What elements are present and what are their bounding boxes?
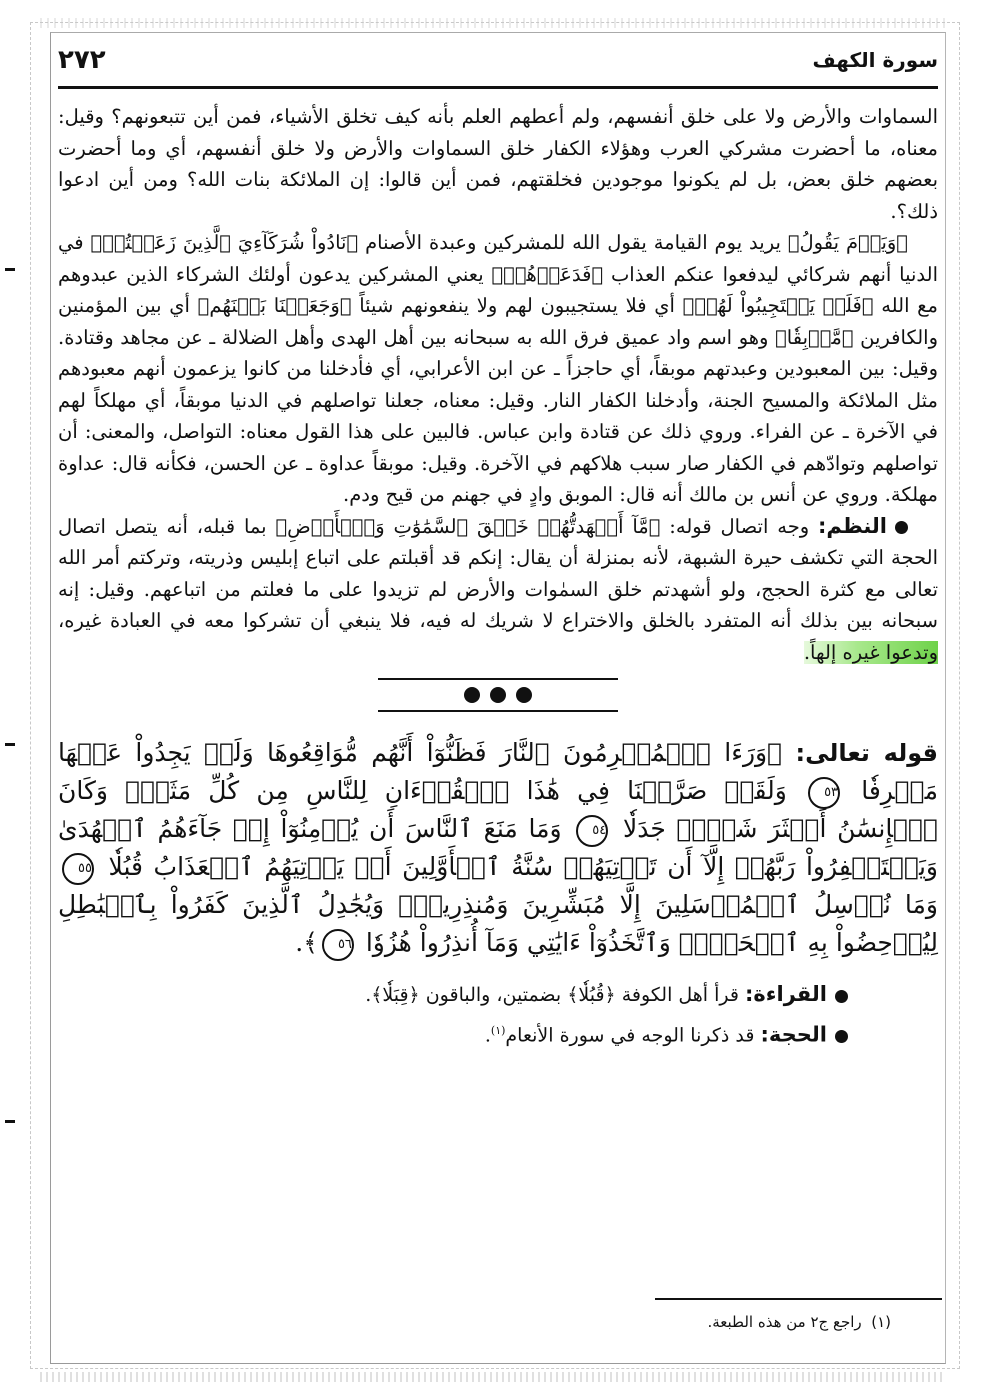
tafsir-text: يريد يوم القيامة يقول الله للمشركين وعبدة الأصنام (358, 231, 788, 254)
quran-quote: ﴿نَادُواْ شُرَكَآءِيَ ٱلَّذِينَ زَعَمۡتُمۡ﴾ (90, 231, 359, 254)
note-label: الحجة: (760, 1022, 827, 1047)
tafsir-paragraph (58, 227, 938, 511)
section-separator (378, 678, 618, 712)
paragraph: السماوات والأرض ولا على خلق أنفسهم، ولم أعطهم العلم بأنه كيف تخلق الأشياء، فمن أين تتبعونهم؟ وقيل: معناه، ما أحضرت مشركي العرب وهؤلاء الكفار خلق السماوات والأرض ولا خلق أنفسهم، أي وما أحضرت بعضهم خلق بعض، بل لم يكونوا موجودين فخلقتهم، فمن أين قالوا: إن الملائكة بنات الله؟ ومن أين ادعوا ذلك؟. (58, 105, 938, 223)
note-text: قد ذكرنا الوجه في سورة الأنعام (505, 1024, 761, 1047)
quran-quote: ﴿فَدَعَوۡهُمۡ﴾ (491, 262, 604, 286)
nazm-text: وجه اتصال قوله: (660, 514, 819, 538)
ayah-number-marker: ٥٦ (322, 929, 354, 961)
nazm-text: بما قبله، أنه يتصل اتصال الحجة التي تكشف حيرة الشبهة، لأنه بمنزلة أن يقال: إنكم قد أقبلتم على اتباع إبليس وذريته، وتركتم أمر الله تعالى مع كثرة الحجج، ولو أشهدتم خلق السمٰوات والأرض لم تزيدوا على ما فعلتم من اتباعهم. وقيل: إنه سبحانه بين بذلك أنه المتفرد بالخلق والاختراع لا شريك له فيه، فلا ينبغي أن تشركوا معه في العبادة غيره، (58, 514, 938, 632)
notes-list (58, 976, 938, 1053)
ayah-number-marker: ٥٤ (576, 815, 608, 847)
quran-quote: ﴿فَلَمۡ يَسۡتَجِيبُواْ لَهُمۡ﴾ (682, 294, 874, 317)
note-label: القراءة: (745, 982, 827, 1006)
verse-text: وَلَقَدۡ صَرَّفۡنَا فِي هَٰذَا ٱلۡقُرۡءَانِ لِلنَّاسِ مِن كُلِّ مَثَلٖۚ وَكَانَ ٱلۡإِنسَٰنُ أَكۡثَرَ شَيۡءٖ جَدَلٗا (58, 776, 938, 843)
page-content (58, 40, 938, 1053)
tafsir-text: يعني المشركين يدعون أولئك الشركاء الذين عبدوهم مع الله (58, 262, 938, 317)
ayah-number-marker: ٥٥ (62, 853, 94, 885)
bullet-icon (835, 1030, 848, 1043)
note-hujjah (58, 1013, 848, 1053)
dot-icon (464, 687, 480, 703)
bullet-icon (895, 521, 908, 534)
verse-text: ﴾. (295, 928, 318, 957)
separator-dots (378, 680, 618, 710)
margin-mark (5, 1120, 15, 1123)
margin-mark (5, 268, 15, 271)
footnote (707, 1313, 891, 1331)
running-head (58, 40, 938, 80)
nazm-paragraph (58, 511, 938, 669)
note-text: قرأ أهل الكوفة ﴿قُبُلٗا﴾ بضمتين، والباقون ﴿قِبَلٗا﴾. (365, 984, 745, 1006)
page-number: ٢٧٢ (58, 45, 106, 75)
page-edge-bottom (40, 1372, 945, 1382)
margin-mark (5, 743, 15, 746)
tafsir-text: أي بين المؤمنين والكافرين (58, 294, 938, 349)
note-tail: . (484, 1024, 491, 1047)
surah-title: سورة الكهف (812, 48, 938, 72)
quran-quote: ﴿مَّوۡبِقٗا﴾ (775, 325, 854, 349)
footnote-marker: (١) (871, 1313, 891, 1331)
verse-text: وَمَا نُرۡسِلُ ٱلۡمُرۡسَلِينَ إِلَّا مُبَشِّرِينَ وَمُنذِرِينَۚ وَيُجَٰدِلُ ٱلَّذِينَ كَفَرُواْ بِٱلۡبَٰطِلِ لِيُدۡحِضُواْ بِهِ ٱلۡحَقَّۖ وَٱتَّخَذُوٓاْ ءَايَٰتِي وَمَآ أُنذِرُواْ هُزُوٗا (58, 890, 938, 957)
dot-icon (490, 687, 506, 703)
highlighted-text: وتدعوا غيره إلهاً. (803, 640, 938, 664)
footnote-ref[interactable]: (١) (490, 1024, 506, 1037)
note-qiraah (58, 976, 848, 1013)
separator-rule (378, 710, 618, 712)
bullet-icon (835, 990, 848, 1003)
quran-quote: ﴿وَيَوۡمَ يَقُولُ﴾ (787, 231, 908, 254)
header-rule (58, 86, 938, 89)
tafsir-text: في الدنيا أنهم شركائي ليدفعوا عنكم العذاب (58, 231, 938, 286)
tafsir-text: وهو اسم واد عميق فرق الله به سبحانه بين أهل الهدى وأهل الضلالة ـ عن مجاهد وقتادة. وقيل: بين المعبودين وعبدتهم موبقاً، أي حاجزاً ـ عن ابن الأعرابي، أي فأدخلنا من كانوا يزعمون أنهم معبودهم مثل الملائكة والمسيح الجنة، وأدخلنا الكفار النار. وقيل: معناه، جعلنا تواصلهم في الدنيا موبقاً، أي مهلكاً لهم في الآخرة ـ عن الفراء. وروي ذلك عن قتادة وابن عباس. فالبين على هذا القول معناه: التواصل، والمعنى: أن تواصلهم وتوادّهم في الكفار صار سبب هلاكهم في الآخرة. وقيل: موبقاً عداوة ـ عن الحسن، فكأنه قال: عداوة مهلكة. وروي عن أنس بن مالك أنه قال: الموبق وادٍ في جهنم من قيح ودم. (58, 325, 938, 506)
verse-text: ﴿وَرَءَا ٱلۡمُجۡرِمُونَ ٱلنَّارَ فَظَنُّوٓاْ أَنَّهُم مُّوَاقِعُوهَا وَلَمۡ يَجِدُواْ عَنۡهَا مَصۡرِفٗا (58, 738, 938, 805)
quran-quote: ﴿مَّآ أَشۡهَدتُّهُمۡ خَلۡقَ ٱلسَّمَٰوَٰتِ وَٱلۡأَرۡضِ﴾ (275, 514, 661, 538)
verse-text: وَمَا مَنَعَ ٱلنَّاسَ أَن يُؤۡمِنُوٓاْ إِذۡ جَآءَهُمُ ٱلۡهُدَىٰ وَيَسۡتَغۡفِرُواْ رَبَّهُمۡ إِلَّآ أَن تَأۡتِيَهُمۡ سُنَّةُ ٱلۡأَوَّلِينَ أَوۡ يَأۡتِيَهُمُ ٱلۡعَذَابُ قُبُلٗا (58, 814, 938, 881)
verse-label: قوله تعالى: (795, 739, 938, 767)
dot-icon (516, 687, 532, 703)
quran-verse-block (58, 734, 938, 962)
ayah-number-marker: ٥٣ (808, 777, 840, 809)
quran-quote: ﴿وَجَعَلۡنَا بَيۡنَهُم﴾ (197, 294, 352, 317)
footnote-rule (655, 1298, 942, 1300)
tafsir-text: أي فلا يستجيبون لهم ولا ينفعونهم شيئاً (351, 294, 683, 317)
footnote-text: راجع ج٢ من هذه الطبعة. (707, 1313, 862, 1331)
nazm-label: النظم: (818, 513, 887, 538)
